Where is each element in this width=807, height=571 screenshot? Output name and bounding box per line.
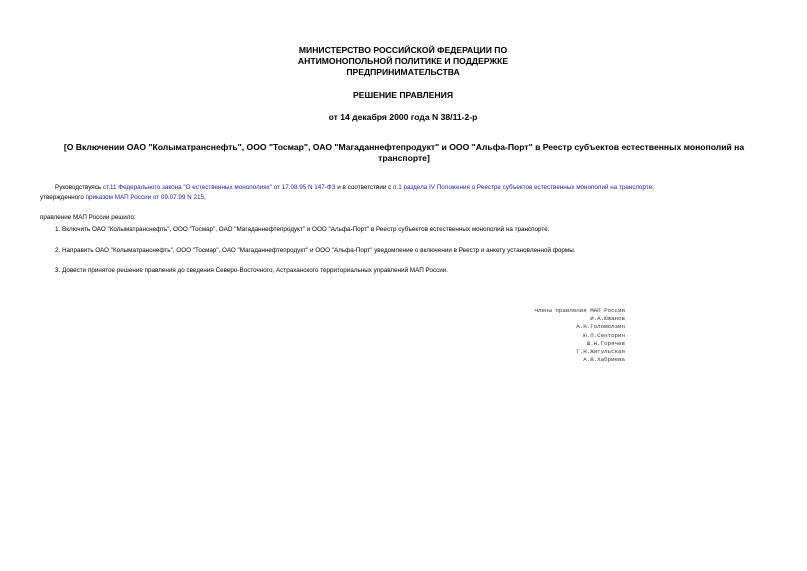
ministry-header [200, 45, 606, 78]
decision-title: РЕШЕНИЕ ПРАВЛЕНИЯ [352, 90, 453, 100]
law-article-link[interactable]: ст.11 Федерального закона "О естественных монополиях" от 17.08.95 N 147-ФЗ [102, 184, 336, 191]
ministry-header-line: МИНИСТЕРСТВО РОССИЙСКОЙ ФЕДЕРАЦИИ ПО [298, 45, 508, 55]
subject-line: транспорте] [378, 153, 430, 163]
resolution-item: 1. Включить ОАО "Колыматранснефть", ООО "Тосмар", ОАО "Магаданнефтепродукт" и ООО "Альфа-Порт" в Реестр субъектов естественных монополий на транспорте. [55, 226, 550, 233]
ministry-header-line: АНТИМОНОПОЛЬНОЙ ПОЛИТИКЕ И ПОДДЕРЖКЕ [297, 56, 509, 66]
intro-line [40, 183, 768, 193]
document-subject [44, 142, 764, 164]
registry-regulation-link[interactable]: п.1 раздела IV Положения о Реестре субъектов естественных монополий на транспорте [393, 184, 653, 191]
signer-name: И.А.Южанов [590, 315, 625, 323]
decision-date: от 14 декабря 2000 года N 38/11-2-р [328, 112, 478, 122]
resolution-item: 2. Направить ОАО "Колыматранснефть", ООО "Тосмар", ОАО "Магаданнефтепродукт" и ООО "Альфа-Порт" уведомление о включении в Реестр и анкету установленной формы. [55, 247, 576, 254]
signers-caption: Члены правления МАП России [534, 307, 625, 314]
intro-text: Руководствуясь [55, 184, 103, 191]
intro-text: утвержденного [40, 194, 86, 201]
ministry-header-line: ПРЕДПРИНИМАТЕЛЬСТВА [346, 67, 460, 77]
subject-line: [О Включении ОАО "Колыматранснефть", ООО "Тосмар", ОАО "Магаданнефтепродукт" и ООО "Альфа-Порт" в Реестр субъектов естественных монополий на [63, 142, 745, 152]
intro-paragraph [40, 183, 768, 203]
intro-text: , [203, 194, 206, 201]
intro-text: , [652, 184, 654, 191]
signer-name: А.Н.Голомолзин [576, 323, 625, 331]
signer-name: Ю.П.Сенторин [583, 331, 625, 339]
signer-name: А.В.Хабриева [583, 356, 625, 364]
order-link[interactable]: приказом МАП России от 09.07.99 N 215 [85, 194, 204, 201]
signer-name: Г.Н.Жигульская [576, 348, 625, 356]
intro-line [40, 193, 768, 203]
resolved-statement: правление МАП России решило: [40, 214, 136, 221]
signer-name: Ш.Н.Горячев [586, 339, 625, 347]
resolution-item: 3. Довести принятое решение правления до сведения Северо-Восточного, Астраханского территориальных управлений МАП России. [55, 267, 449, 274]
signers-block [500, 307, 625, 364]
intro-text: и в соответствии с [335, 184, 394, 191]
